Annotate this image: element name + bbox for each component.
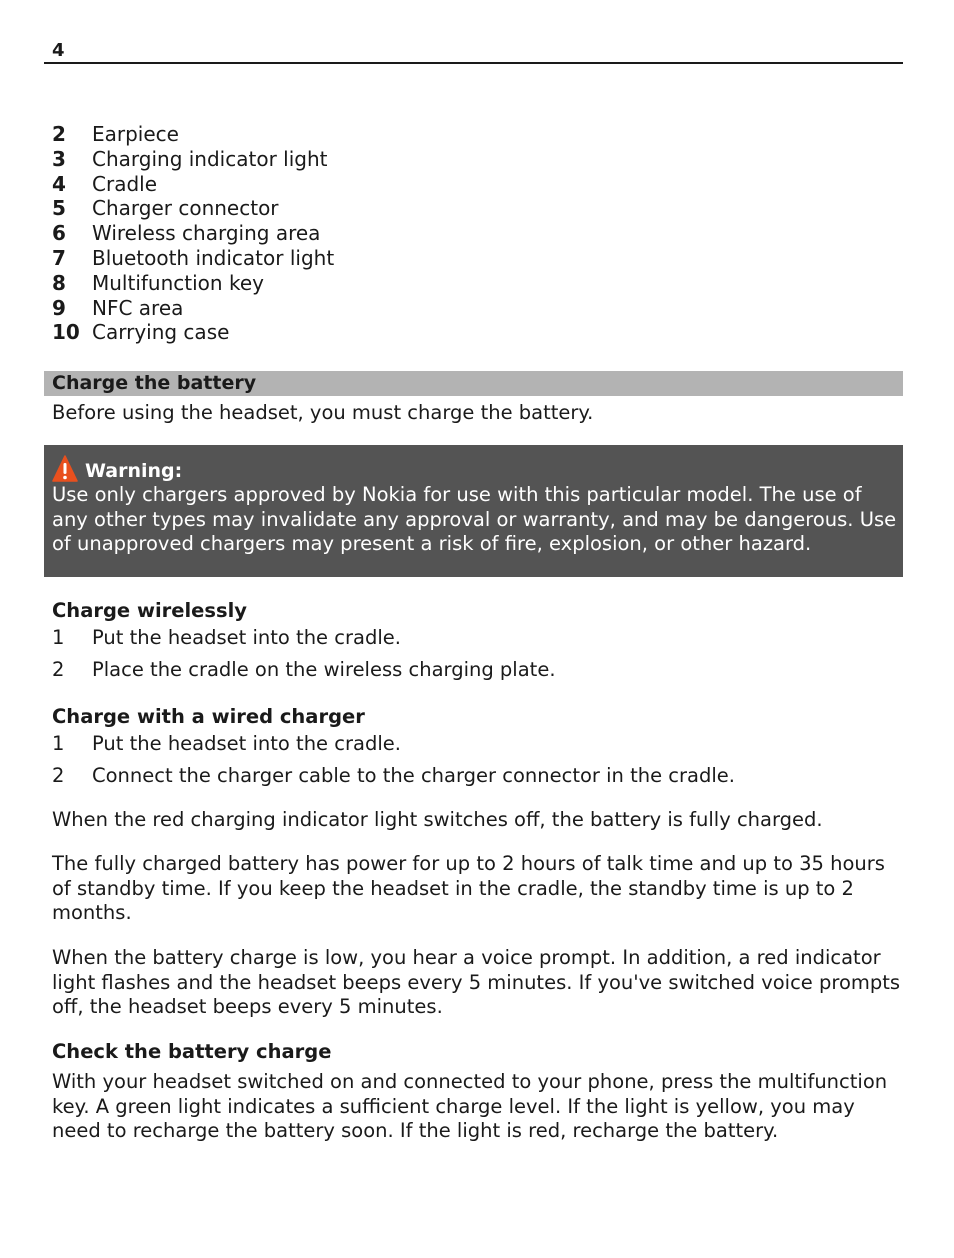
check-battery-heading: Check the battery charge <box>52 1040 332 1063</box>
list-item <box>52 764 902 796</box>
page-header <box>44 38 903 64</box>
list-item <box>52 122 892 147</box>
charge-wirelessly-heading: Charge wirelessly <box>52 599 247 622</box>
step-number: 2 <box>52 764 65 787</box>
step-number: 1 <box>52 732 65 755</box>
part-label: NFC area <box>92 295 184 320</box>
list-item <box>52 320 892 345</box>
list-item <box>52 196 892 221</box>
low-charge-paragraph: When the battery charge is low, you hear a voice prompt. In addition, a red indicator light flashes and the headset beeps every 5 minutes. If you've switched voice prompts off, the headset beeps every 5 minutes. <box>52 946 901 1019</box>
list-item <box>52 147 892 172</box>
part-number: 4 <box>52 171 66 196</box>
talk-time-paragraph: The fully charged battery has power for up to 2 hours of talk time and up to 35 hours of standby time. If you keep the headset in the cradle, the standby time is up to 2 months. <box>52 852 885 925</box>
step-text: Connect the charger cable to the charger connector in the cradle. <box>92 764 735 787</box>
part-label: Earpiece <box>92 122 179 146</box>
part-number: 3 <box>52 146 66 171</box>
intro-paragraph: Before using the headset, you must charge the battery. <box>52 401 594 424</box>
part-number: 8 <box>52 270 66 295</box>
part-label: Charging indicator light <box>92 146 328 171</box>
fully-charged-paragraph: When the red charging indicator light switches off, the battery is fully charged. <box>52 808 823 831</box>
warning-header <box>52 453 182 483</box>
list-item <box>52 246 892 271</box>
step-text: Put the headset into the cradle. <box>92 626 401 649</box>
wired-steps <box>52 732 902 796</box>
step-number: 1 <box>52 626 65 649</box>
part-number: 2 <box>52 122 66 146</box>
list-item <box>52 296 892 321</box>
step-text: Place the cradle on the wireless charging plate. <box>92 658 556 681</box>
charge-wired-heading: Charge with a wired charger <box>52 705 365 728</box>
part-label: Wireless charging area <box>92 221 321 246</box>
list-item <box>52 658 902 690</box>
part-label: Bluetooth indicator light <box>92 245 335 270</box>
parts-list <box>52 122 892 345</box>
check-battery-paragraph: With your headset switched on and connected to your phone, press the multifunction key. A green light indicates a sufficient charge level. If the light is yellow, you may need to recharge the battery soon. If the light is red, recharge the battery. <box>52 1070 888 1143</box>
part-label: Cradle <box>92 171 157 196</box>
part-label: Multifunction key <box>92 270 264 295</box>
part-number: 7 <box>52 245 66 270</box>
wireless-steps <box>52 626 902 690</box>
step-text: Put the headset into the cradle. <box>92 732 401 755</box>
step-number: 2 <box>52 658 65 681</box>
list-item <box>52 172 892 197</box>
part-number: 5 <box>52 196 66 221</box>
list-item <box>52 271 892 296</box>
warning-text: Use only chargers approved by Nokia for use with this particular model. The use of any other types may invalidate any approval or warranty, and may be dangerous. Use of unapproved chargers may present a risk of fire, explosion, or other hazard. <box>52 483 897 556</box>
part-number: 9 <box>52 295 66 320</box>
section-title: Charge the battery <box>52 372 257 394</box>
part-number: 10 <box>52 320 80 345</box>
warning-triangle-icon <box>52 455 78 483</box>
warning-box <box>44 445 903 577</box>
list-item <box>52 221 892 246</box>
list-item <box>52 732 902 764</box>
part-label: Carrying case <box>92 320 230 345</box>
part-number: 6 <box>52 221 66 246</box>
section-header-bar <box>44 371 903 396</box>
part-label: Charger connector <box>92 196 279 221</box>
warning-label: Warning: <box>85 460 183 482</box>
list-item <box>52 626 902 658</box>
page-number: 4 <box>52 40 65 61</box>
